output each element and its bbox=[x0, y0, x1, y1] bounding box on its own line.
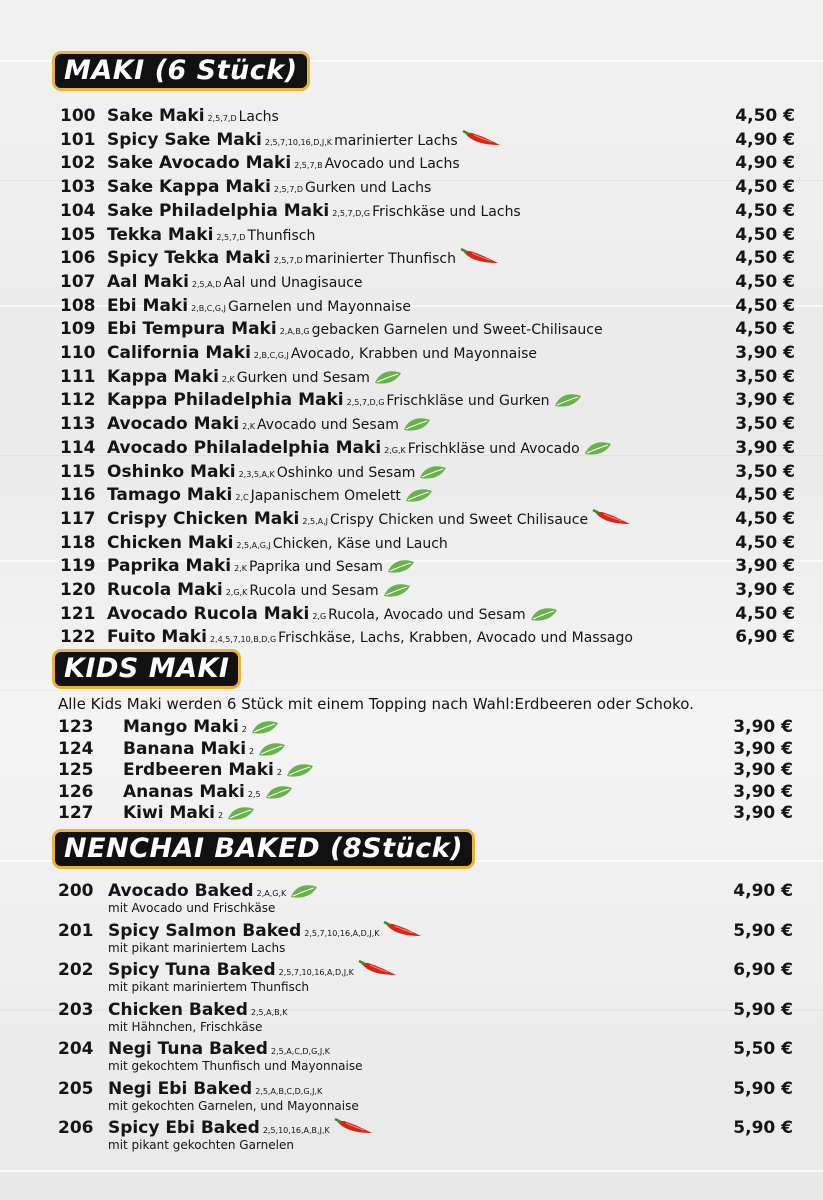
item-number: 122 bbox=[60, 627, 96, 648]
item-description: Aal und Unagisauce bbox=[223, 274, 363, 291]
item-price: 4,50 € bbox=[735, 271, 795, 292]
item-description: mit pikant gekochten Garnelen bbox=[108, 1138, 294, 1152]
menu-item bbox=[60, 365, 795, 389]
item-description: Oshinko und Sesam bbox=[276, 464, 416, 481]
item-price: 3,90 € bbox=[735, 437, 795, 458]
item-number: 100 bbox=[60, 106, 96, 126]
chili-icon bbox=[383, 921, 425, 946]
item-price: 6,90 € bbox=[735, 627, 795, 648]
leaf-icon bbox=[290, 882, 318, 906]
item-name: Spicy Tekka Maki bbox=[107, 248, 271, 269]
item-number: 112 bbox=[60, 390, 96, 411]
item-price: 4,50 € bbox=[735, 177, 795, 198]
item-allergen-codes: 2 bbox=[276, 768, 282, 777]
item-description: Gurken und Lachs bbox=[304, 180, 432, 197]
item-name: Tekka Maki bbox=[107, 224, 214, 245]
item-number: 102 bbox=[60, 153, 96, 174]
item-allergen-codes: 2,5,7,D bbox=[207, 114, 237, 123]
item-price: 4,50 € bbox=[735, 603, 795, 624]
item-number: 105 bbox=[60, 224, 96, 245]
item-allergen-codes: 2,5,7,10,16,D,J,K bbox=[264, 137, 333, 147]
item-allergen-codes: 2,5,10,16,A,B,J,K bbox=[262, 1126, 330, 1135]
item-name: Oshinko Maki bbox=[107, 461, 236, 482]
section-title-baked: NENCHAI BAKED (8Stück) bbox=[52, 829, 475, 869]
item-price: 5,90 € bbox=[733, 1078, 793, 1099]
item-price: 3,90 € bbox=[733, 738, 793, 759]
item-price: 6,90 € bbox=[733, 960, 793, 980]
item-name: Sake Avocado Maki bbox=[107, 153, 292, 174]
item-number: 202 bbox=[58, 960, 94, 980]
item-price: 3,50 € bbox=[735, 366, 795, 387]
item-price: 4,50 € bbox=[735, 485, 795, 506]
item-number: 103 bbox=[60, 177, 96, 198]
item-allergen-codes: 2,5,7,10,16,A,D,J,K bbox=[304, 928, 380, 938]
menu-item bbox=[60, 460, 795, 484]
item-price: 3,90 € bbox=[733, 781, 793, 802]
menu-item bbox=[60, 483, 795, 507]
item-number: 113 bbox=[60, 414, 96, 435]
item-name: Ebi Tempura Maki bbox=[107, 319, 277, 340]
item-allergen-codes: 2,4,5,7,10,B,D,G bbox=[209, 635, 277, 645]
menu-item bbox=[58, 716, 793, 738]
menu-item bbox=[60, 294, 795, 318]
item-description: Crispy Chicken und Sweet Chilisauce bbox=[330, 511, 589, 528]
item-number: 101 bbox=[60, 129, 96, 150]
item-allergen-codes: 2,B,C,G,J bbox=[191, 303, 226, 313]
item-name: Erdbeeren Maki bbox=[123, 760, 274, 780]
menu-item bbox=[60, 602, 795, 626]
menu-item bbox=[58, 1037, 793, 1077]
item-allergen-codes: 2,K bbox=[234, 564, 247, 574]
item-name: Negi Tuna Baked bbox=[108, 1039, 268, 1059]
item-description: marinierter Thunfisch bbox=[304, 251, 456, 268]
item-allergen-codes: 2,K bbox=[221, 374, 235, 384]
item-description: Avocado und Sesam bbox=[257, 417, 399, 434]
item-number: 118 bbox=[60, 532, 96, 553]
item-allergen-codes: 2 bbox=[241, 725, 247, 734]
item-allergen-codes: 2,5,7,D bbox=[273, 256, 303, 266]
menu-item bbox=[60, 554, 795, 578]
menu-item bbox=[58, 802, 793, 824]
item-allergen-codes: 2,5,A,G,J bbox=[236, 540, 271, 550]
item-price: 4,50 € bbox=[735, 224, 795, 245]
item-number: 104 bbox=[60, 200, 96, 221]
item-description: Garnelen und Mayonnaise bbox=[227, 298, 411, 315]
item-number: 117 bbox=[60, 508, 96, 529]
menu-item bbox=[60, 507, 795, 531]
item-description: mit Avocado und Frischkäse bbox=[108, 901, 276, 915]
item-price: 3,90 € bbox=[733, 760, 793, 780]
item-description: Rucola, Avocado und Sesam bbox=[328, 606, 526, 623]
item-number: 201 bbox=[58, 920, 94, 941]
item-allergen-codes: 2,G,K bbox=[384, 445, 406, 455]
item-name: Kiwi Maki bbox=[123, 803, 215, 823]
menu-item bbox=[60, 341, 795, 365]
item-name: Rucola Maki bbox=[107, 580, 223, 600]
menu-item bbox=[60, 317, 795, 341]
item-name: Fuito Maki bbox=[107, 627, 207, 648]
item-name: Negi Ebi Baked bbox=[108, 1078, 253, 1099]
item-number: 116 bbox=[60, 485, 96, 506]
item-number: 124 bbox=[58, 738, 94, 759]
menu-item bbox=[60, 246, 795, 270]
menu-item bbox=[60, 388, 795, 412]
item-main bbox=[123, 802, 255, 827]
item-price: 3,50 € bbox=[735, 414, 795, 435]
menu-item bbox=[60, 175, 795, 199]
item-allergen-codes: 2,A,G,K bbox=[256, 889, 287, 898]
item-number: 108 bbox=[60, 295, 96, 316]
item-description: Avocado, Krabben und Mayonnaise bbox=[290, 346, 537, 362]
item-name: Banana Maki bbox=[123, 738, 247, 759]
item-number: 111 bbox=[60, 366, 96, 387]
item-description: Frischkläse und Gurken bbox=[386, 393, 550, 410]
item-description: mit pikant mariniertem Lachs bbox=[108, 940, 286, 955]
item-name: Ananas Maki bbox=[123, 781, 245, 802]
item-price: 4,90 € bbox=[733, 881, 793, 901]
chili-icon bbox=[358, 960, 400, 985]
menu-item bbox=[60, 625, 795, 649]
item-number: 126 bbox=[58, 781, 94, 802]
item-description: mit gekochtem Thunfisch und Mayonnaise bbox=[108, 1059, 363, 1073]
item-description: Frischkäse und Lachs bbox=[372, 203, 521, 220]
item-allergen-codes: 2,5,A,D bbox=[191, 279, 222, 289]
item-allergen-codes: 2,A,B,G bbox=[279, 327, 310, 337]
item-name: Kappa Maki bbox=[107, 366, 219, 387]
item-number: 203 bbox=[58, 999, 94, 1020]
item-name: Aal Maki bbox=[107, 271, 189, 292]
item-price: 5,90 € bbox=[733, 920, 793, 941]
item-name: Crispy Chicken Maki bbox=[107, 508, 300, 529]
item-description: Lachs bbox=[238, 109, 279, 125]
item-price: 3,90 € bbox=[735, 580, 795, 600]
item-number: 123 bbox=[58, 717, 94, 737]
item-name: Spicy Ebi Baked bbox=[108, 1118, 260, 1138]
menu-item bbox=[60, 104, 795, 128]
item-number: 120 bbox=[60, 580, 96, 600]
menu-item bbox=[58, 759, 793, 781]
item-description: gebacken Garnelen und Sweet-Chilisauce bbox=[311, 322, 603, 339]
item-name: Sake Kappa Maki bbox=[107, 177, 271, 198]
item-allergen-codes: 2,5,A,C,D,G,J,K bbox=[270, 1047, 330, 1056]
item-name: Avocado Maki bbox=[107, 414, 240, 435]
item-name: Spicy Salmon Baked bbox=[108, 920, 302, 941]
menu-item bbox=[60, 531, 795, 555]
item-allergen-codes: 2,3,5,A,K bbox=[238, 469, 275, 479]
item-number: 205 bbox=[58, 1078, 94, 1099]
item-allergen-codes: 2,K bbox=[242, 422, 256, 432]
item-description: marinierter Lachs bbox=[334, 132, 458, 149]
menu-item bbox=[60, 436, 795, 460]
item-allergen-codes: 2,5 bbox=[247, 789, 261, 799]
item-price: 5,90 € bbox=[733, 1118, 793, 1138]
menu-item bbox=[60, 578, 795, 602]
item-allergen-codes: 2,5,7,D,G bbox=[346, 398, 385, 408]
item-price: 5,90 € bbox=[733, 999, 793, 1020]
menu-item bbox=[58, 958, 793, 998]
item-allergen-codes: 2,5,7,D bbox=[273, 185, 303, 195]
item-allergen-codes: 2 bbox=[217, 811, 224, 820]
item-number: 206 bbox=[58, 1118, 94, 1138]
item-description: mit gekochten Garnelen, und Mayonnaise bbox=[108, 1098, 359, 1113]
item-price: 3,90 € bbox=[733, 717, 793, 737]
item-price: 4,50 € bbox=[735, 508, 795, 529]
item-price: 4,50 € bbox=[735, 532, 795, 553]
menu-item bbox=[60, 270, 795, 294]
item-description: Gurken und Sesam bbox=[236, 369, 370, 386]
item-description: Rucola und Sesam bbox=[249, 583, 379, 599]
item-price: 4,50 € bbox=[735, 319, 795, 340]
item-description: Avocado und Lachs bbox=[324, 156, 460, 173]
item-allergen-codes: 2,5,A,B,C,D,G,J,K bbox=[255, 1086, 323, 1096]
item-price: 4,50 € bbox=[735, 106, 795, 126]
item-price: 4,50 € bbox=[735, 248, 795, 269]
item-allergen-codes: 2,G,K bbox=[225, 588, 248, 597]
item-name: Sake Maki bbox=[107, 106, 205, 126]
item-name: Ebi Maki bbox=[107, 295, 189, 316]
item-name: Chicken Maki bbox=[107, 532, 234, 553]
item-number: 200 bbox=[58, 881, 94, 901]
item-number: 204 bbox=[58, 1039, 94, 1059]
item-description: Chicken, Käse und Lauch bbox=[272, 535, 448, 552]
item-number: 115 bbox=[60, 461, 96, 482]
menu-item bbox=[58, 919, 793, 959]
item-number: 106 bbox=[60, 248, 96, 269]
item-price: 4,50 € bbox=[735, 295, 795, 316]
item-number: 110 bbox=[60, 343, 96, 363]
menu-item bbox=[60, 151, 795, 175]
item-allergen-codes: 2,C bbox=[235, 493, 249, 503]
item-name: Kappa Philadelphia Maki bbox=[107, 390, 344, 411]
item-description: Frischkäse, Lachs, Krabben, Avocado und Massago bbox=[278, 630, 633, 647]
item-allergen-codes: 2,5,7,D,G bbox=[332, 208, 371, 218]
item-name: Mango Maki bbox=[123, 717, 239, 737]
menu-item bbox=[60, 223, 795, 247]
item-price: 4,90 € bbox=[735, 153, 795, 174]
item-price: 4,90 € bbox=[735, 129, 795, 150]
item-description: Thunfisch bbox=[247, 227, 316, 244]
leaf-icon bbox=[227, 805, 255, 827]
menu-item bbox=[60, 199, 795, 223]
item-allergen-codes: 2,5,A,J bbox=[302, 516, 329, 526]
item-name: Avocado Baked bbox=[108, 881, 254, 901]
menu-item bbox=[60, 412, 795, 436]
item-price: 3,90 € bbox=[735, 390, 795, 411]
kids-note: Alle Kids Maki werden 6 Stück mit einem Topping nach Wahl:Erdbeeren oder Schoko. bbox=[58, 695, 694, 713]
item-allergen-codes: 2,G bbox=[312, 611, 327, 621]
item-allergen-codes: 2,5,7,D bbox=[216, 232, 246, 242]
item-allergen-codes: 2,B,C,G,J bbox=[253, 351, 289, 360]
menu-item bbox=[58, 998, 793, 1038]
item-description: mit pikant mariniertem Thunfisch bbox=[108, 980, 310, 994]
item-number: 107 bbox=[60, 271, 96, 292]
menu-item bbox=[58, 879, 793, 919]
item-allergen-codes: 2,5,7,B bbox=[294, 161, 323, 171]
item-description: Japanischem Omelett bbox=[250, 488, 401, 505]
item-name: Avocado Philaladelphia Maki bbox=[107, 437, 382, 458]
item-price: 4,50 € bbox=[735, 200, 795, 221]
item-price: 3,90 € bbox=[735, 343, 795, 363]
item-number: 121 bbox=[60, 603, 96, 624]
item-name: Sake Philadelphia Maki bbox=[107, 200, 330, 221]
item-allergen-codes: 2,5,A,B,K bbox=[250, 1007, 288, 1017]
chili-icon bbox=[334, 1118, 376, 1143]
item-name: Spicy Sake Maki bbox=[107, 129, 262, 150]
menu-item bbox=[58, 738, 793, 760]
item-description: Paprika und Sesam bbox=[248, 559, 383, 576]
section-title-kids: KIDS MAKI bbox=[52, 649, 241, 689]
item-name: Paprika Maki bbox=[107, 556, 232, 577]
menu-item bbox=[58, 781, 793, 803]
item-name: Avocado Rucola Maki bbox=[107, 603, 310, 624]
section-title-maki: MAKI (6 Stück) bbox=[52, 51, 310, 91]
item-description: Frischkläse und Avocado bbox=[407, 440, 580, 457]
item-allergen-codes: 2,5,7,10,16,A,D,J,K bbox=[278, 968, 354, 977]
item-number: 125 bbox=[58, 760, 94, 780]
item-number: 119 bbox=[60, 556, 96, 577]
item-number: 114 bbox=[60, 437, 96, 458]
item-number: 127 bbox=[58, 803, 94, 823]
menu-item bbox=[58, 1116, 793, 1156]
item-name: California Maki bbox=[107, 343, 251, 363]
item-description: mit Hähnchen, Frischkäse bbox=[108, 1019, 263, 1034]
item-allergen-codes: 2 bbox=[249, 746, 255, 756]
item-price: 3,90 € bbox=[735, 556, 795, 577]
item-price: 3,90 € bbox=[733, 803, 793, 823]
item-name: Spicy Tuna Baked bbox=[108, 960, 276, 980]
menu-item bbox=[58, 1077, 793, 1117]
item-price: 5,50 € bbox=[733, 1039, 793, 1059]
menu-item bbox=[60, 128, 795, 152]
item-name: Tamago Maki bbox=[107, 485, 233, 506]
item-price: 3,50 € bbox=[735, 461, 795, 482]
item-number: 109 bbox=[60, 319, 96, 340]
item-name: Chicken Baked bbox=[108, 999, 248, 1020]
